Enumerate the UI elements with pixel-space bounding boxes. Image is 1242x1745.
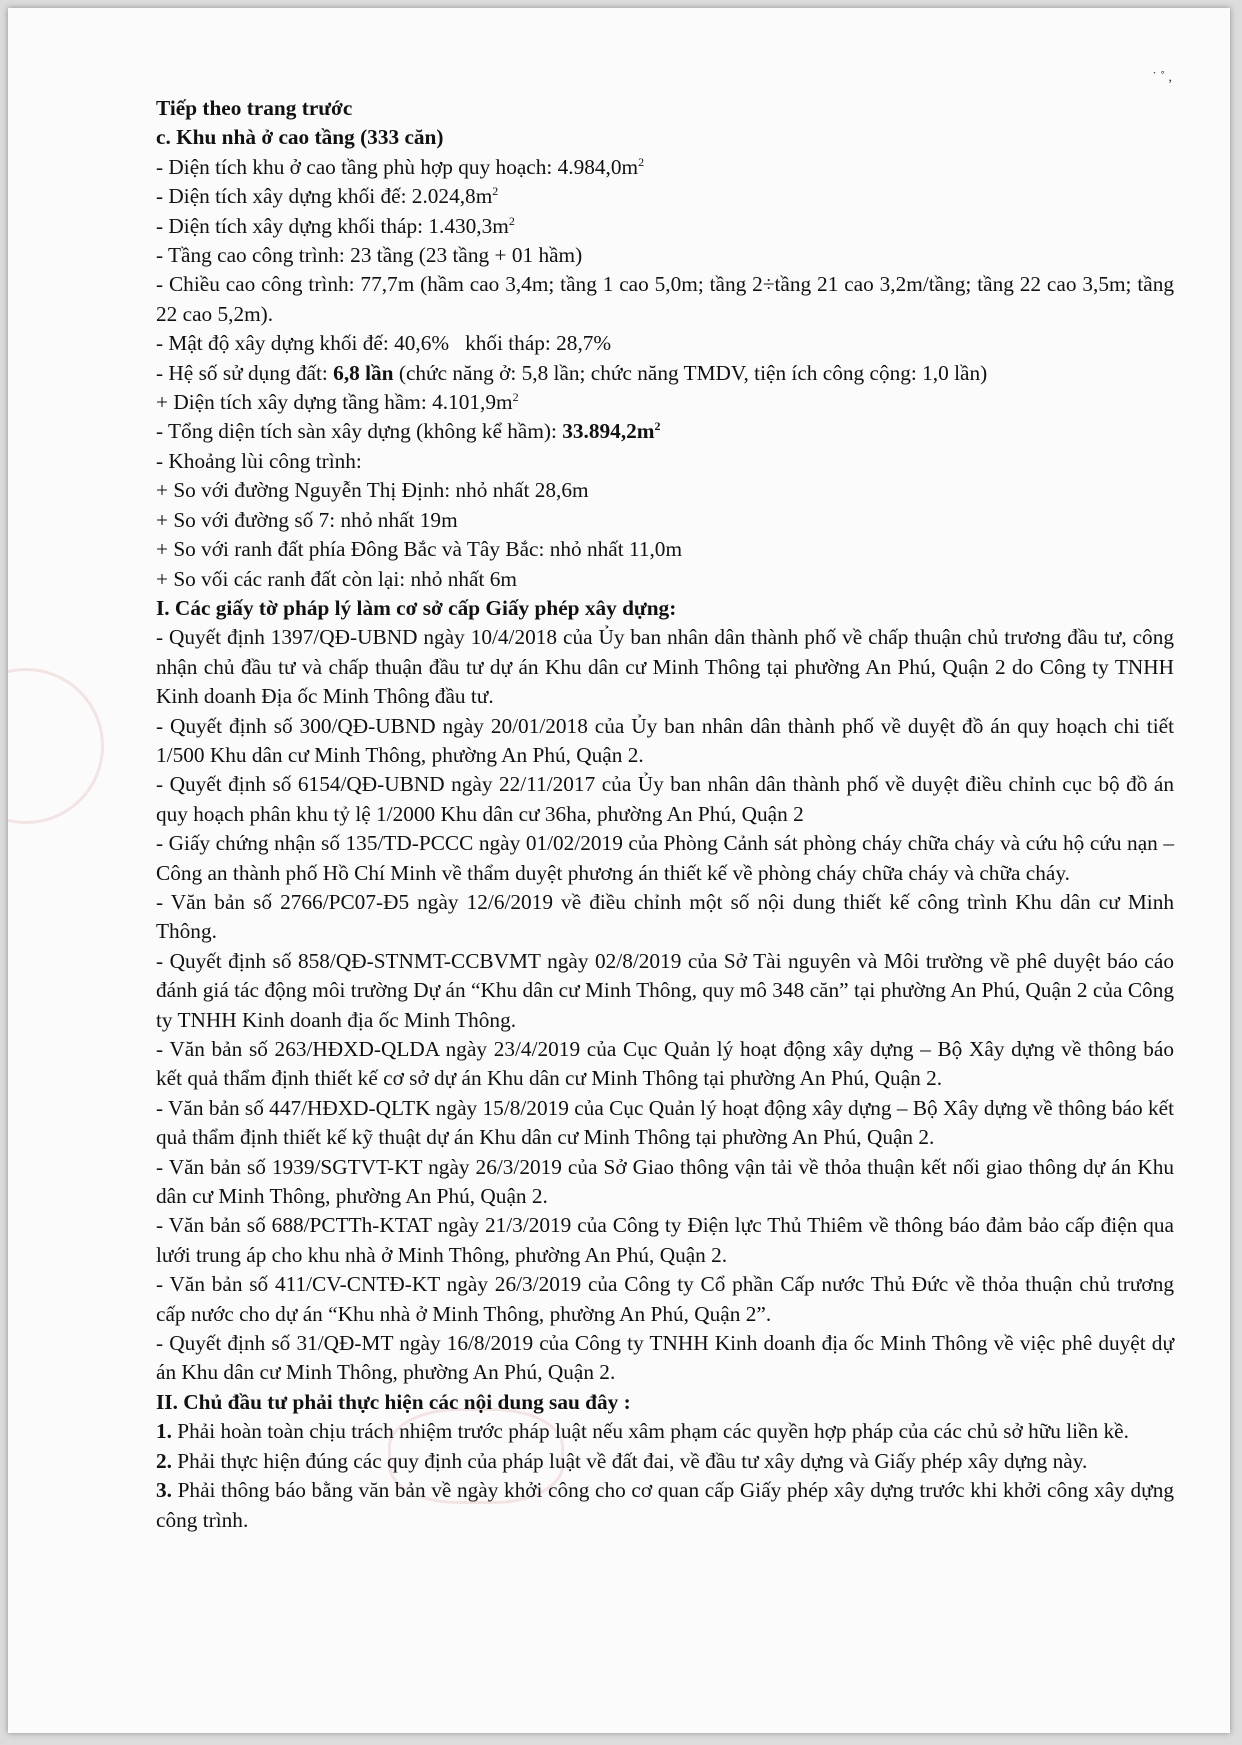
faint-stamp-left: [8, 668, 104, 824]
document-page: [8, 8, 1230, 1733]
spec-line: - Diện tích khu ở cao tầng phù hợp quy hoạch: $4.984,0m^2$: [156, 154, 645, 179]
legal-doc-item: - Văn bản số 447/HĐXD-QLTK ngày 15/8/2019 của Cục Quản lý hoạt động xây dựng – Bộ Xây dựng về thông báo kết quả thẩm định thiết kế kỹ thuật dự án Khu dân cư Minh Thông tại phường An Phú, Quận 2.: [156, 1095, 1174, 1150]
legal-doc-item: - Quyết định số 858/QĐ-STNMT-CCBVMT ngày 02/8/2019 của Sở Tài nguyên và Môi trường về phê duyệt báo cáo đánh giá tác động môi trường Dự án “Khu dân cư Minh Thông, quy mô 348 căn” tại phường An Phú, Quận 2 của Công ty TNHH Kinh doanh địa ốc Minh Thông.: [156, 948, 1174, 1032]
document-body: [156, 94, 1174, 1535]
legal-doc-item: - Văn bản số 1939/SGTVT-KT ngày 26/3/2019 của Sở Giao thông vận tải về thỏa thuận kết nối giao thông dự án Khu dân cư Minh Thông, phường An Phú, Quận 2.: [156, 1154, 1174, 1209]
setback-item: + So với đường số 7: nhỏ nhất 19m: [156, 507, 458, 532]
legal-doc-item: - Văn bản số 263/HĐXD-QLDA ngày 23/4/2019 của Cục Quản lý hoạt động xây dựng – Bộ Xây dựng về thông báo kết quả thẩm định thiết kế cơ sở dự án Khu dân cư Minh Thông tại phường An Phú, Quận 2.: [156, 1037, 1174, 1091]
legal-doc-item: - Quyết định số 6154/QĐ-UBND ngày 22/11/2017 của Ủy ban nhân dân thành phố về duyệt điều chỉnh cục bộ đồ án quy hoạch phân khu tỷ lệ 1/2000 Khu dân cư 36ha, phường An Phú, Quận 2: [156, 772, 1174, 826]
continued-note: Tiếp theo trang trước: [156, 96, 353, 120]
setback-title: - Khoảng lùi công trình:: [156, 448, 362, 473]
legal-doc-item: - Văn bản số 688/PCTTh-KTAT ngày 21/3/2019 của Công ty Điện lực Thủ Thiêm về thông báo đảm bảo cấp điện qua lưới trung áp cho khu nhà ở Minh Thông, phường An Phú, Quận 2.: [156, 1213, 1174, 1267]
setback-item: + So vối các ranh đất còn lại: nhỏ nhất 6m: [156, 566, 517, 591]
corner-marks: ˙ ˚ ,: [1152, 70, 1172, 85]
spec-line: - Diện tích xây dựng khối đế: $2.024,8m^2$: [156, 184, 499, 209]
legal-doc-item: - Quyết định số 31/QĐ-MT ngày 16/8/2019 của Công ty TNHH Kinh doanh địa ốc Minh Thông về việc phê duyệt dự án Khu dân cư Minh Thông, phường An Phú, Quận 2.: [156, 1331, 1174, 1385]
legal-doc-item: - Quyết định số 300/QĐ-UBND ngày 20/01/2018 của Ủy ban nhân dân thành phố về duyệt đồ án quy hoạch chi tiết 1/500 Khu dân cư Minh Thông, phường An Phú, Quận 2.: [156, 713, 1174, 767]
obligation-item: 3. Phải thông báo bằng văn bản về ngày khởi công cho cơ quan cấp Giấy phép xây dựng trước khi khởi công xây dựng công trình.: [156, 1478, 1174, 1532]
section-c-heading: c. Khu nhà ở cao tầng (333 căn): [156, 125, 444, 150]
setback-item: + So với đường Nguyễn Thị Định: nhỏ nhất 28,6m: [156, 478, 589, 503]
setback-item: + So với ranh đất phía Đông Bắc và Tây Bắc: nhỏ nhất 11,0m: [156, 537, 683, 562]
legal-doc-item: - Giấy chứng nhận số 135/TD-PCCC ngày 01/02/2019 của Phòng Cảnh sát phòng cháy chữa cháy và cứu hộ cứu nạn – Công an thành phố Hồ Chí Minh về thẩm duyệt phương án thiết kế về phòng cháy chữa cháy và chữa cháy.: [156, 831, 1174, 885]
spec-line: - Tầng cao công trình: 23 tầng (23 tầng + 01 hầm): [156, 243, 583, 268]
spec-line: - Chiều cao công trình: 77,7m (hầm cao 3,4m; tầng 1 cao 5,0m; tầng 2÷tầng 21 cao 3,2m/tầng; tầng 22 cao 3,5m; tầng 22 cao 5,2m).: [156, 272, 1174, 326]
spec-line: - Diện tích xây dựng khối tháp: $1.430,3m^2$: [156, 213, 515, 238]
legal-doc-item: - Văn bản số 411/CV-CNTĐ-KT ngày 26/3/2019 của Công ty Cổ phần Cấp nước Thủ Đức về thỏa thuận chủ trương cấp nước cho dự án “Khu nhà ở Minh Thông, phường An Phú, Quận 2”.: [156, 1272, 1174, 1326]
legal-doc-item: - Văn bản số 2766/PC07-Đ5 ngày 12/6/2019 về điều chỉnh một số nội dung thiết kế công trình Khu dân cư Minh Thông.: [156, 889, 1174, 944]
land-use-coefficient: - Hệ số sử dụng đất: 6,8 lần (chức năng ở: 5,8 lần; chức năng TMDV, tiện ích công cộng: 1,0 lần): [156, 360, 988, 385]
obligation-item: 1. Phải hoàn toàn chịu trách nhiệm trước pháp luật nếu xâm phạm các quyền hợp pháp của các chủ sở hữu liền kề.: [156, 1419, 1129, 1444]
spec-line: - Mật độ xây dựng khối đế: 40,6% khối tháp: 28,7%: [156, 331, 612, 356]
section-I-heading: I. Các giấy tờ pháp lý làm cơ sở cấp Giấy phép xây dựng:: [156, 595, 677, 620]
obligation-item: 2. Phải thực hiện đúng các quy định của pháp luật về đất đai, về đầu tư xây dựng và Giấy phép xây dựng này.: [156, 1448, 1088, 1473]
total-floor-area: - Tổng diện tích sàn xây dựng (không kể hầm): $33.894,2m^2$: [156, 419, 661, 444]
section-II-heading: II. Chủ đầu tư phải thực hiện các nội dung sau đây :: [156, 1389, 631, 1414]
legal-doc-item: - Quyết định 1397/QĐ-UBND ngày 10/4/2018 của Ủy ban nhân dân thành phố về chấp thuận chủ trương đầu tư, công nhận chủ đầu tư và chấp thuận đầu tư dự án Khu dân cư Minh Thông tại phường An Phú, Quận 2 do Công ty TNHH Kinh doanh Địa ốc Minh Thông đầu tư.: [156, 625, 1174, 709]
basement-area: + Diện tích xây dựng tầng hầm: $4.101,9m^2$: [156, 389, 519, 415]
